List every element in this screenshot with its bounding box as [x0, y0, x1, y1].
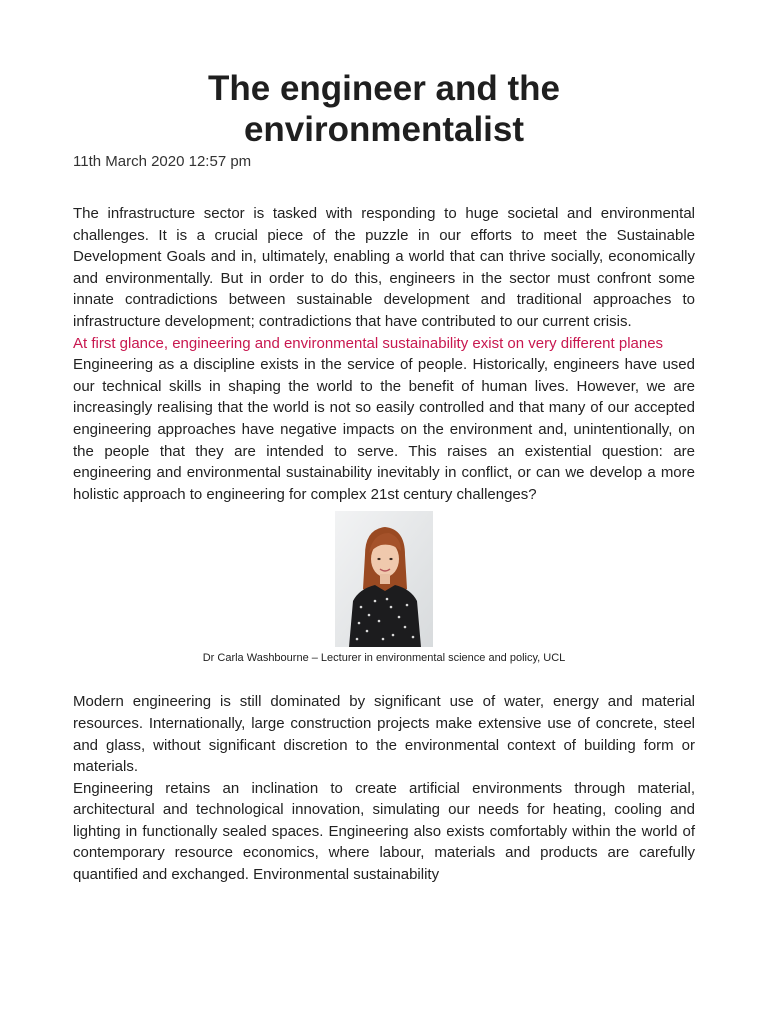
- article: [73, 68, 695, 886]
- pull-quote: At first glance, engineering and environmental sustainability exist on very different planes: [73, 334, 664, 352]
- author-photo-caption: Dr Carla Washbourne – Lecturer in environmental science and policy, UCL: [202, 652, 566, 665]
- article-date: 11th March 2020 12:57 pm: [73, 153, 252, 170]
- author-figure: [73, 511, 695, 665]
- article-paragraph-discipline: Engineering as a discipline exists in the service of people. Historically, engineers have used our technical skills in shaping the world to the benefit of human lives. However, we are increasingly realising that the world is not so easily controlled and that many of our accepted engineering approaches have negative impacts on the environment and, unintentionally, on the people that they are intended to serve. This raises an existential question: are engineering and environmental sustainability inevitably in conflict, or can we develop a more holistic approach to engineering for complex 21st century challenges?: [73, 356, 695, 503]
- author-photo: [335, 511, 433, 647]
- article-paragraph-intro: The infrastructure sector is tasked with responding to huge societal and environmental challenges. It is a crucial piece of the puzzle in our efforts to meet the Sustainable Development Goals and in, ultimately, enabling a world that can thrive socially, economically and environmentally. But in order to do this, engineers in the sector must confront some innate contradictions between sustainable development and traditional approaches to infrastructure development; contradictions that have contributed to our current crisis.: [73, 205, 695, 330]
- article-title: The engineer and the environmentalist: [208, 69, 560, 149]
- article-paragraph-resources: Modern engineering is still dominated by significant use of water, energy and material resources. Internationally, large construction projects make extensive use of concrete, steel and glass, without significant discretion to the environmental context of building form or materials.: [73, 693, 695, 776]
- article-paragraph-artificial-environments: Engineering retains an inclination to create artificial environments through material, architectural and technological innovation, simulating our needs for heating, cooling and lighting in functionally sealed spaces. Engineering also exists comfortably within the world of contemporary resource economics, where labour, materials and products are carefully quantified and exchanged. Environmental sustainability: [73, 779, 695, 884]
